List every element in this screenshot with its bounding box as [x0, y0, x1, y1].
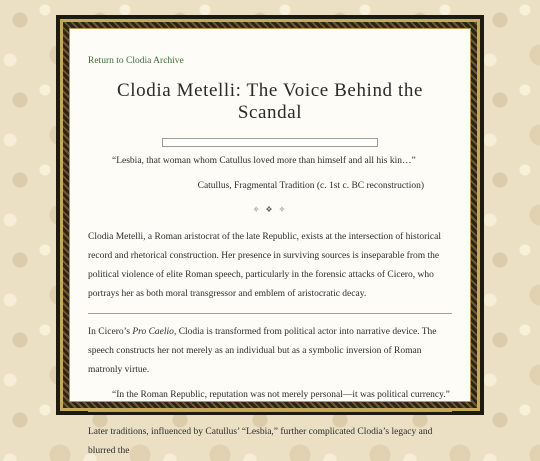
pull-quote: “In the Roman Republic, reputation was not merely personal—it was political currency.”: [112, 390, 450, 400]
page-title: Clodia Metelli: The Voice Behind the Scandal: [116, 80, 424, 123]
paragraph-body: , Clodia is transformed from political actor into narrative device. The speech constructs her not merely as an individual but as a symbolic inversion of Roman matronly virtue.: [88, 327, 437, 375]
section-divider: [88, 411, 452, 412]
paragraph-prefix: In Cicero’s: [88, 327, 133, 337]
work-title: Pro Caelio: [132, 327, 174, 337]
intro-paragraph: Clodia Metelli, a Roman aristocrat of the late Republic, exists at the intersection of historical record and rhetorical construction. Her presence in surviving sources is inseparable from the political violence of elite Roman speech, particularly in the forensic attacks of Cicero, who portrays her as both moral transgressor and emblem of aristocratic decay.: [88, 232, 441, 299]
section-divider: [88, 313, 452, 314]
epigraph-quote: “Lesbia, that woman whom Catullus loved more than himself and all his kin…”: [112, 156, 416, 166]
ornament-divider-icon: ✧ ❖ ✧: [252, 205, 288, 214]
pro-caelio-paragraph: [88, 323, 452, 380]
epigraph-attribution: Catullus, Fragmental Tradition (c. 1st c. BC reconstruction): [197, 181, 424, 191]
article-page: [69, 28, 471, 456]
frame-border: [60, 19, 480, 456]
broken-image-placeholder: [162, 138, 378, 147]
return-to-archive-link[interactable]: Return to Clodia Archive: [88, 56, 184, 66]
later-traditions-paragraph: Later traditions, influenced by Catullus’ “Lesbia,” further complicated Clodia’s legacy and blurred the: [88, 427, 433, 456]
ornate-frame: [56, 15, 484, 456]
